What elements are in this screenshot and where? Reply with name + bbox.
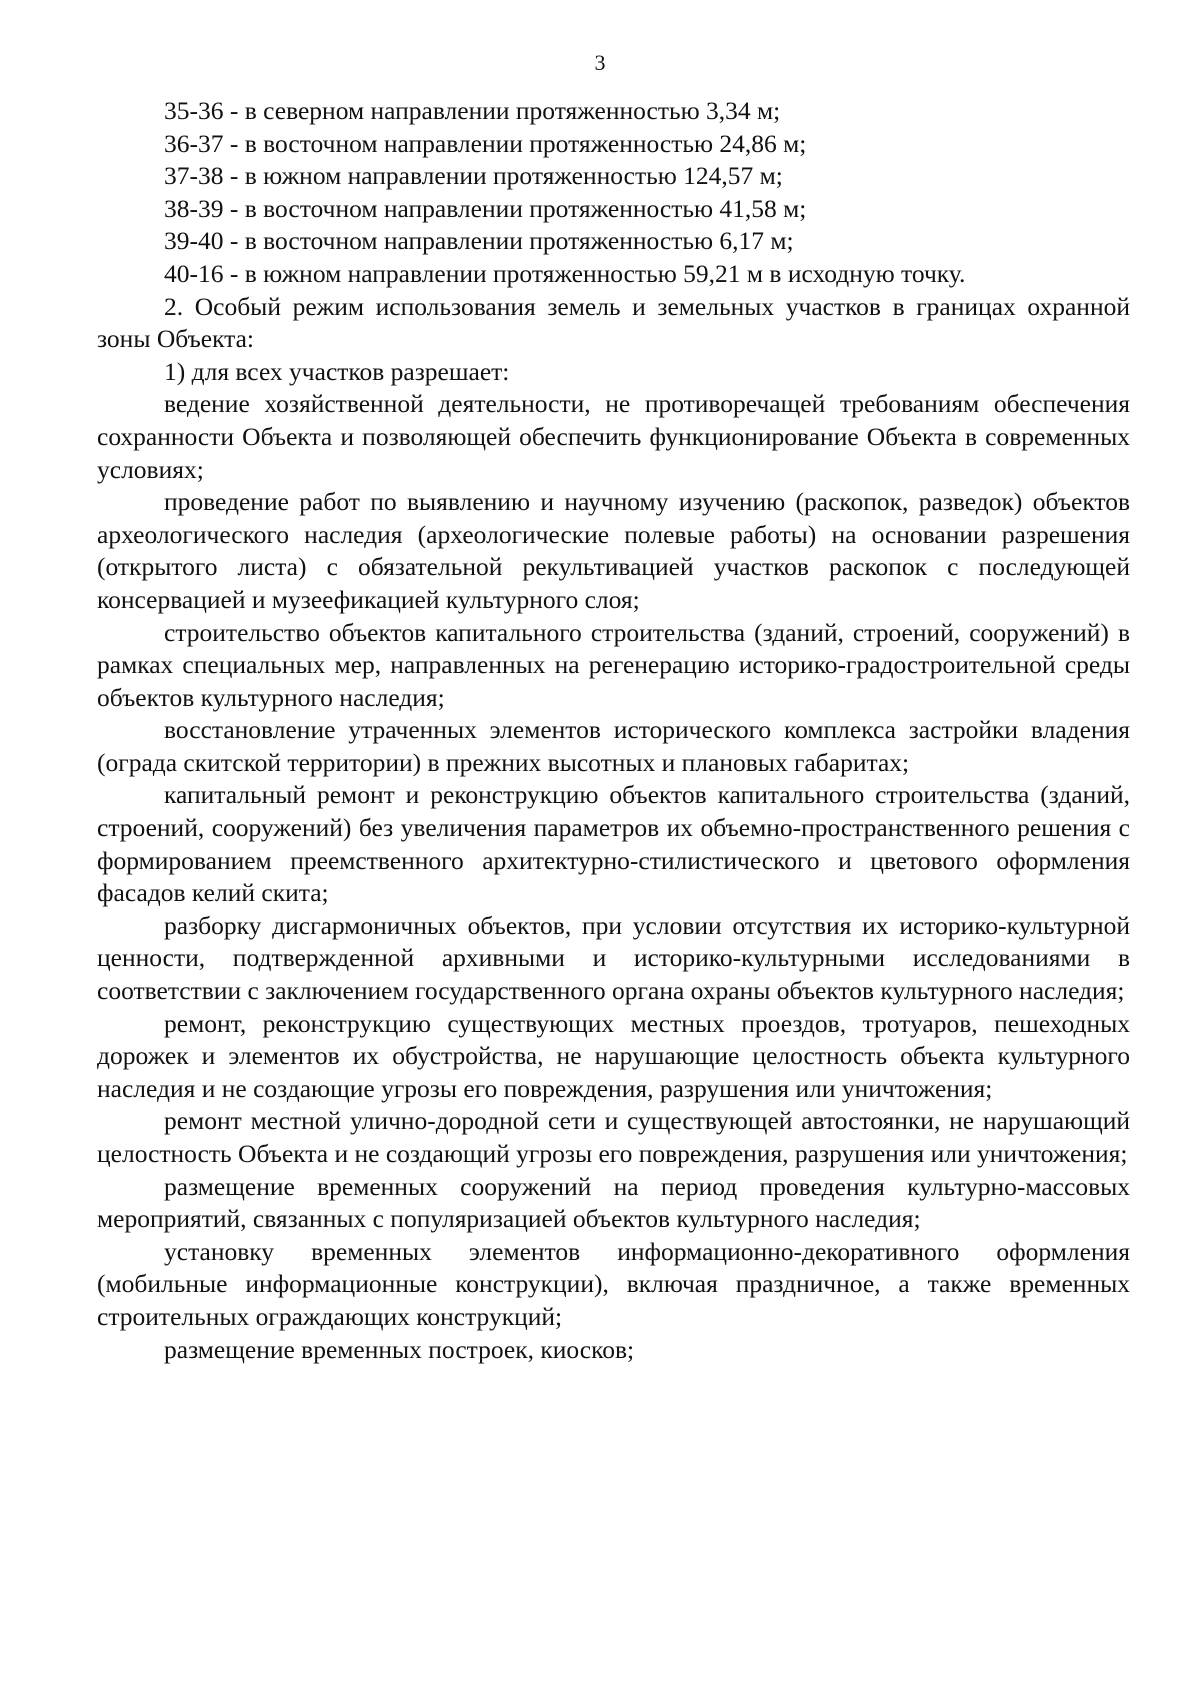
segment-line: 35-36 - в северном направлении протяженностью 3,34 м; (164, 96, 781, 125)
page-number: 3 (594, 50, 606, 75)
permitted-item: ремонт местной улично-дородной сети и существующей автостоянки, не нарушающий целостность Объекта и не создающий угрозы его повреждения, разрушения или уничтожения; (97, 1106, 1130, 1168)
permitted-item: установку временных элементов информационно-декоративного оформления (мобильные информационные конструкции), включая праздничное, а также временных строительных ограждающих конструкций; (97, 1236, 1130, 1331)
permitted-item: размещение временных построек, киосков; (164, 1334, 635, 1364)
permitted-item: проведение работ по выявлению и научному изучению (раскопок, разведок) объектов археологического наследия (археологические полевые работы) на основании разрешения (открытого листа) с обязательной рекультивацией участков раскопок с последующей консервацией и музеефикацией культурного слоя; (97, 487, 1130, 614)
document-body (97, 95, 1130, 1366)
segment-line: 37-38 - в южном направлении протяженностью 124,57 м; (164, 161, 783, 191)
segment-line: 39-40 - в восточном направлении протяженностью 6,17 м; (164, 226, 794, 256)
permitted-item: восстановление утраченных элементов исторического комплекса застройки владения (ограда скитской территории) в прежних высотных и плановых габаритах; (97, 715, 1130, 777)
segment-line: 38-39 - в восточном направлении протяженностью 41,58 м; (164, 193, 807, 223)
permitted-item: ремонт, реконструкцию существующих местных проездов, тротуаров, пешеходных дорожек и элементов их обустройства, не нарушающие целостность объекта культурного наследия и не создающие угрозы его повреждения, разрушения или уничтожения; (97, 1008, 1130, 1103)
section-heading: 2. Особый режим использования земель и земельных участков в границах охранной зоны Объекта: (97, 291, 1130, 354)
permitted-item: капитальный ремонт и реконструкцию объектов капитального строительства (зданий, строений, сооружений) без увеличения параметров их объемно-пространственного решения с формированием преемственного архитектурно-стилистического и цветового оформления фасадов келий скита; (97, 780, 1130, 908)
segment-line: 40-16 - в южном направлении протяженностью 59,21 м в исходную точку. (164, 258, 966, 288)
permitted-item: размещение временных сооружений на период проведения культурно-массовых мероприятий, связанных с популяризацией объектов культурного наследия; (97, 1171, 1130, 1234)
segment-line: 36-37 - в восточном направлении протяженностью 24,86 м; (164, 128, 807, 158)
permitted-item: ведение хозяйственной деятельности, не противоречащей требованиям обеспечения сохранности Объекта и позволяющей обеспечить функционирование Объекта в современных условиях; (97, 389, 1130, 484)
subsection-heading: 1) для всех участков разрешает: (164, 356, 510, 386)
permitted-item: разборку дисгармоничных объектов, при условии отсутствия их историко-культурной ценности, подтвержденной архивными и историко-культурными исследованиями в соответствии с заключением государственного органа охраны объектов культурного наследия; (97, 910, 1130, 1006)
permitted-item: строительство объектов капитального строительства (зданий, строений, сооружений) в рамках специальных мер, направленных на регенерацию историко-градостроительной среды объектов культурного наследия; (97, 617, 1130, 712)
